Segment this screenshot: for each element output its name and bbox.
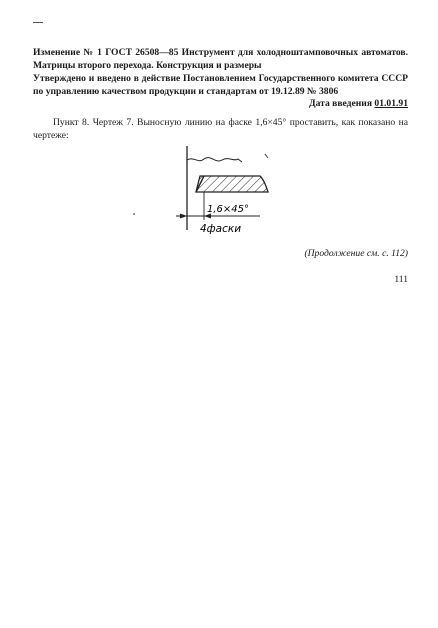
note-label: 4фаски [200, 223, 242, 235]
approval-statement: Утверждено и введено в действие Постановлением Государственного комитета СССР по управлению качеством продукции и стандартам от 19.12.89 № 3806 [33, 73, 408, 97]
hatched-section [196, 176, 268, 192]
scan-dot [133, 213, 135, 215]
break-line-top [187, 158, 242, 162]
page-number: 111 [394, 274, 408, 285]
top-rule-mark [33, 22, 43, 23]
clause-paragraph: Пункт 8. Чертеж 7. Выносную линию на фаске 1,6×45° проставить, как показано на чертеже: [33, 117, 408, 141]
chamfer-drawing [160, 142, 280, 240]
tick-mark [265, 154, 268, 158]
effective-date-label: Дата введения [308, 98, 373, 109]
effective-date [309, 98, 408, 110]
amendment-title: Изменение № 1 ГОСТ 26508—85 Инструмент для холодноштамповочных автоматов. Матрицы второго перехода. Конструкция и размеры [33, 47, 408, 71]
continuation-note: (Продолжение см. с. 112) [304, 248, 408, 259]
arrow-left [180, 214, 187, 219]
effective-date-value: 01.01.91 [374, 98, 408, 109]
dimension-label: 1,6×45° [207, 204, 250, 215]
